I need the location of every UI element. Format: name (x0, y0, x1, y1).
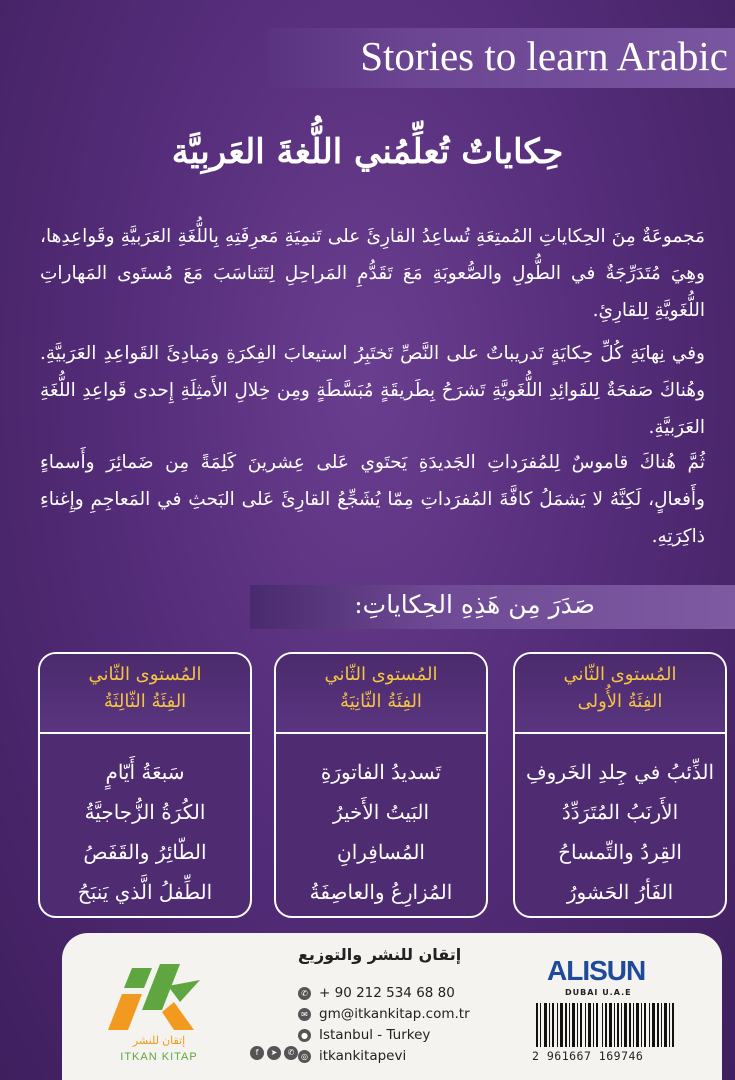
book-list (40, 734, 250, 912)
location-icon: ● (298, 1029, 311, 1042)
distributor-name: ALISUN (547, 955, 646, 986)
book-title: الطّائِرُ والقَفَصُ (83, 840, 207, 864)
book-list (515, 734, 725, 912)
card-category: الفِئَةُ الأُولى (577, 691, 663, 712)
series-card-1 (513, 652, 727, 918)
card-level: المُستوى الثّاني (88, 664, 202, 685)
footer-panel (62, 933, 722, 1080)
contact-phone-row (298, 983, 470, 1004)
english-title: Stories to learn Arabic (360, 33, 728, 79)
location-text: Istanbul - Turkey (319, 1027, 431, 1043)
series-heading: صَدَرَ مِن هَذِهِ الحِكاياتِ: (354, 590, 595, 619)
title-banner (268, 28, 735, 88)
phone-number: + 90 212 534 68 80 (319, 985, 455, 1001)
card-level: المُستوى الثّاني (324, 664, 438, 685)
distributor-location: DUBAI U.A.E (565, 988, 632, 997)
book-title: الفَأرُ الحَشورُ (566, 880, 674, 904)
email-icon: ✉ (298, 1008, 311, 1021)
phone-icon: ✆ (298, 987, 311, 1000)
contact-social-row (298, 1046, 470, 1067)
arabic-title: حِكاياتٌ تُعلِّمُني اللُّغةَ العَربِيَّة (171, 132, 564, 172)
alisun-logo (547, 955, 653, 999)
contact-location-row (298, 1025, 470, 1046)
description-paragraph-2: وفي نِهايَةِ كُلِّ حِكايَةٍ تَدريباتٌ على النَّصِّ تَختَبِرُ استيعابَ الفِكرَةِ ومَبادِئَ القَواعِدِ العَرَبيَّةِ. وهُناكَ صَفحَةٌ لِلفَوائِدِ اللُّغَويَّةِ تَشرَحُ بِطَريقَةٍ مُبَسَّطَةٍ ومِن خِلالِ الأَمثِلَةِ إِحدى قَواعِدِ اللُّغَةِ العَرَبيَّةِ. (40, 343, 705, 438)
series-card-3 (38, 652, 252, 918)
book-title: سَبعَةُ أَيّامٍ (105, 760, 185, 784)
book-title: الكُرَةُ الزُّجاجيَّةُ (84, 800, 206, 824)
card-header (276, 654, 486, 734)
barcode-bars (532, 1003, 677, 1047)
logo-text-en: ITKAN KITAP (120, 1051, 198, 1063)
description-paragraph-3: ثُمَّ هُناكَ قاموسٌ لِلمُفرَداتِ الجَديدَةِ يَحتَوي عَلى عِشرينَ كَلِمَةً مِن ضَمائِرَ وأَسماءٍ وأَفعالٍ، لَكِنَّهُ لا يَشمَلُ كافَّةَ المُفرَداتِ مِمّا يُشَجِّعُ القارِئَ عَلى البَحثِ في المَعاجِمِ وإِغناءِ ذاكِرَتِهِ. (40, 452, 705, 547)
description-paragraph-1: مَجموعَةٌ مِنَ الحِكاياتِ المُمتِعَةِ تُساعِدُ القارِئَ على تَنمِيَةِ مَعرِفَتِهِ بِاللُّغَةِ العَرَبيَّةِ وقَواعِدِها، وهِيَ مُتَدَرِّجَةٌ في الطُّولِ والصُّعوبَةِ مَعَ تَقَدُّمِ المَراحِلِ لِتَتَناسَبَ مَعَ مُستَوى المَهاراتِ اللُّغَويَّةِ لِلقارِئِ. (40, 226, 705, 321)
telegram-icon: ➤ (267, 1046, 281, 1060)
book-list (276, 734, 486, 912)
itkan-logo (104, 958, 214, 1068)
whatsapp-icon: ✆ (284, 1046, 298, 1060)
card-level: المُستوى الثّاني (563, 664, 677, 685)
book-title: تَسديدُ الفاتورَةِ (320, 760, 442, 784)
series-card-2 (274, 652, 488, 918)
book-title: الأَرنَبُ المُتَرَدِّدُ (561, 800, 679, 824)
book-title: الطِّفلُ الَّذي يَنبَحُ (77, 880, 213, 904)
book-title: البَيتُ الأَخيرُ (332, 800, 430, 824)
book-title: القِردُ والتِّمساحُ (558, 840, 682, 864)
barcode (532, 1003, 677, 1065)
contact-email-row (298, 1004, 470, 1025)
book-title: الذِّئبُ في جِلدِ الخَروفِ (525, 760, 715, 784)
facebook-icon: f (250, 1046, 264, 1060)
book-title: المُزارِعُ والعاصِفَةُ (309, 880, 453, 904)
book-title: المُسافِرانِ (337, 840, 425, 864)
card-category: الفِئَةُ الثّالِثَةُ (103, 691, 187, 712)
contact-info (298, 983, 470, 1067)
card-category: الفِئَةُ الثّانِيَةُ (340, 691, 422, 712)
barcode-number: 2 961667 169746 (532, 1049, 644, 1063)
instagram-icon: ◎ (298, 1050, 311, 1063)
social-icons (250, 1046, 298, 1060)
series-banner (250, 585, 735, 629)
logo-text-ar: إتقان للنشر (132, 1035, 186, 1047)
social-handle: itkankitapevi (319, 1048, 407, 1064)
publisher-name: إتقان للنشر والتوزيع (298, 945, 462, 964)
card-header (40, 654, 250, 734)
card-header (515, 654, 725, 734)
email-address: gm@itkankitap.com.tr (319, 1006, 470, 1022)
